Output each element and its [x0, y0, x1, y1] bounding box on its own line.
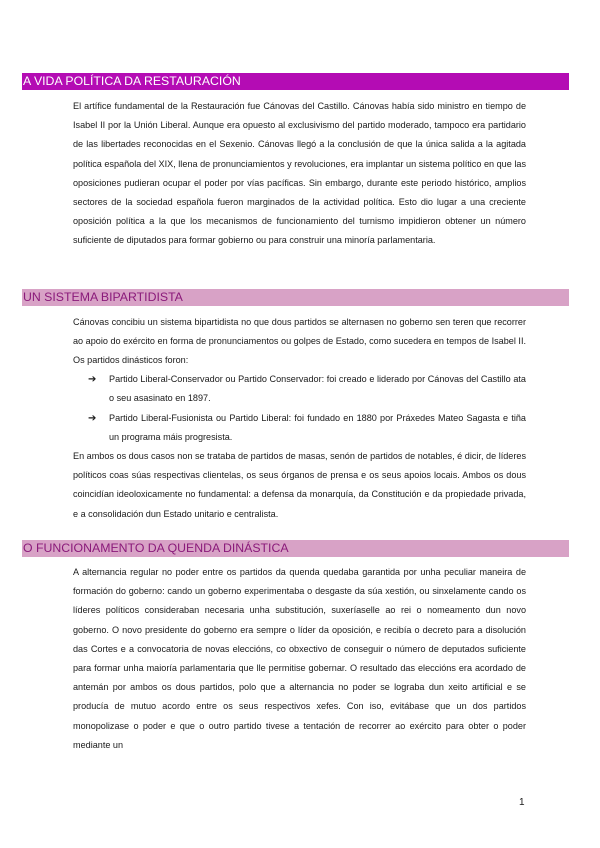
paragraph-bipartidista-intro: Cánovas concibiu un sistema bipartidista no que dous partidos se alternasen no goberno sen teren que recorrer ao apoio do exército en forma de pronunciamentos ou golpes de Estado, como sucedera en tempos de Isabel II. Os partidos dinásticos foron:	[73, 317, 526, 366]
list-item-partido-conservador	[88, 370, 526, 408]
paragraph-restauracion: El artífice fundamental de la Restauración fue Cánovas del Castillo. Cánovas había sido ministro en tiempo de Isabel II por la Unión Liberal. Aunque era opuesto al exclusivismo del partido moderado, tampoco era partidario de las libertades reconocidas en el Sexenio. Cánovas llegó a la conclusión de que la única salida a la agitada política española del XIX, llena de pronunciamientos y revoluciones, era implantar un sistema político en que las oposiciones pudieran ocupar el poder por vías pacíficas. Sin embargo, durante este periodo histórico, amplios sectores de la sociedad española fueron marginados de la actividad política. Esto dio lugar a una creciente oposición política a la que los mecanismos de funcionamiento del turnismo impidieron obtener un número suficiente de diputados para formar gobierno ou para construir una minoría parlamentaria.	[73, 101, 526, 246]
section-heading-quenda-dinastica: O FUNCIONAMENTO DA QUENDA DINÁSTICA	[22, 540, 569, 557]
section-heading-vida-politica: A VIDA POLÍTICA DA RESTAURACIÓN	[22, 73, 569, 90]
arrow-bullet-icon: ➔	[88, 413, 97, 424]
page-number: 1	[519, 797, 525, 808]
list-item-text: Partido Liberal-Conservador ou Partido Conservador: foi creado e liderado por Cánovas del Castillo ata o seu asasinato en 1897.	[109, 374, 526, 404]
paragraph-partidos-notables: En ambos os dous casos non se trataba de partidos de masas, senón de partidos de notables, é dicir, de líderes políticos coas súas respectivas clientelas, os seus órganos de prensa e os seus apoios locais. Ambos os dous coincidían ideoloxicamente no fundamental: a defensa da monarquía, da Constitución e da propiedade privada, e a consolidación dun Estado unitario e centralista.	[73, 451, 526, 519]
list-item-text: Partido Liberal-Fusionista ou Partido Liberal: foi fundado en 1880 por Práxedes Mateo Sagasta e tiña un programa máis progresista.	[109, 413, 526, 443]
section-heading-bipartidista: UN SISTEMA BIPARTIDISTA	[22, 289, 569, 306]
arrow-bullet-icon: ➔	[88, 374, 97, 385]
paragraph-quenda-dinastica: A alternancia regular no poder entre os partidos da quenda quedaba garantida por unha peculiar maneira de formación do goberno: cando un goberno experimentaba o desgaste da súa xestión, ou sinxelamente cando os líderes políticos consideraban necesaria unha substitución, suxeríaselle ao rei o nomeamento dun novo goberno. O novo presidente do goberno era sempre o líder da oposición, e recibía o decreto para a disolución das Cortes e a convocatoria de novas eleccións, co obxectivo de conseguir o número de deputados suficiente para formar unha maioría parlamentaria que lle permitise gobernar. O resultado das eleccións era acordado de antemán por ambos os dous partidos, polo que a alternancia no poder se lograba dun xeito artificial e se producía de mutuo acordo entre os seus respectivos xefes. Con iso, evitábase que un dos partidos monopolizase o poder e que o outro partido tivese a tentación de recorrer ao exército para obter o poder mediante un	[73, 567, 526, 750]
list-item-partido-liberal	[88, 409, 526, 447]
